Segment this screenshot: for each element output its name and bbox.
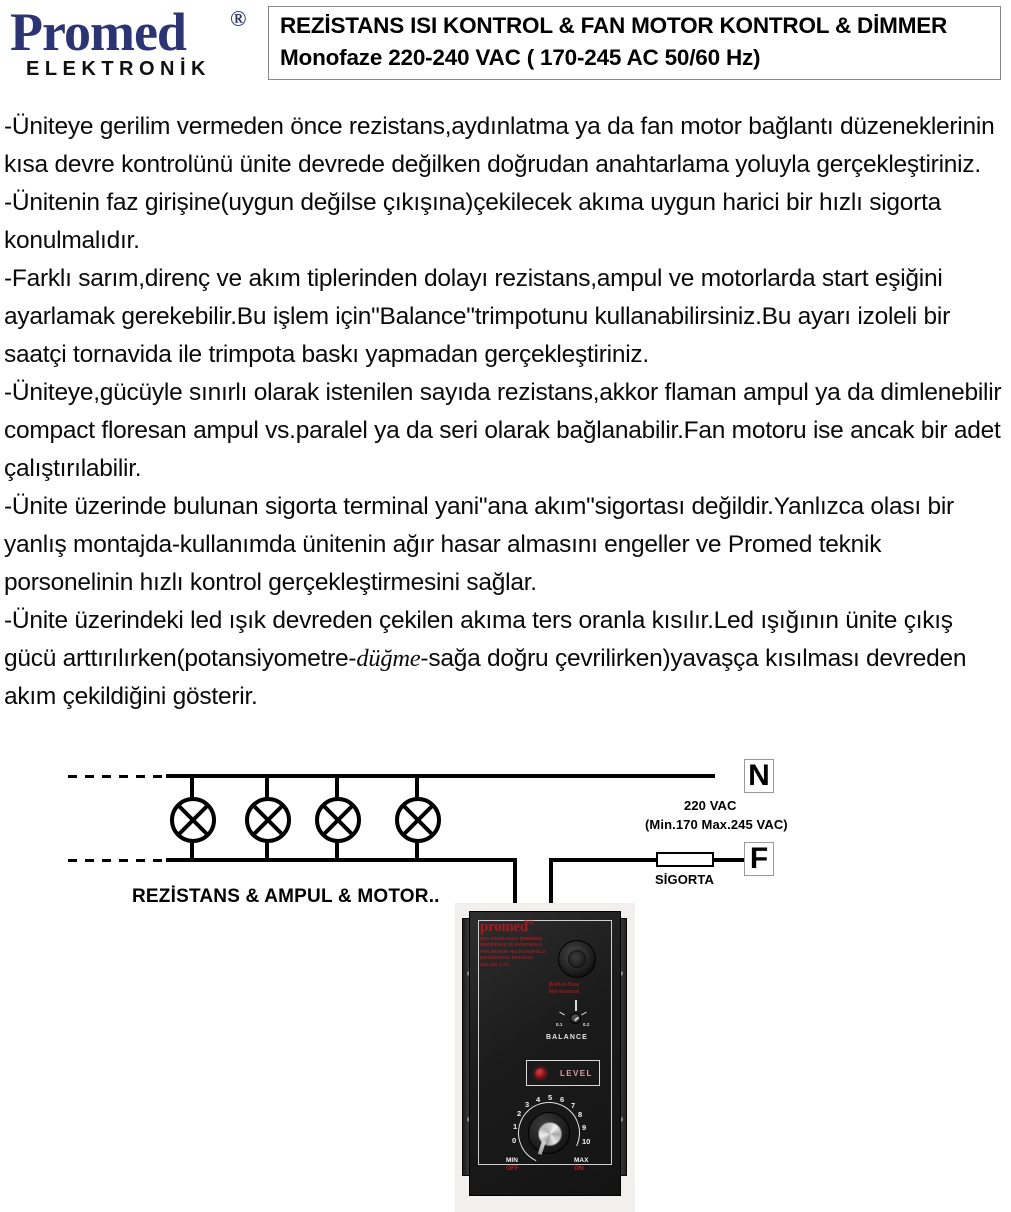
device-spec-line: IŞIK AYARLAYICI (DİMMER) [480, 936, 543, 941]
device-brand-text: promed [480, 919, 528, 935]
terminal-phase: F [744, 842, 774, 876]
trimpot-mark-left: 0.1 [556, 1022, 563, 1027]
device-input-wire [549, 858, 553, 906]
paragraph: -Ünite üzerinde bulunan sigorta terminal yani"ana akım"sigortası değildir.Yanlızca olası bir yanlış montajda-kullanımda ünitenin ağır hasar almasını engeller ve Promed teknik porsonelinin hızlı kontrol gerçekleştirmesini sağlar. [4, 493, 954, 596]
min-off-label [506, 1157, 519, 1173]
device-spec-block [480, 936, 546, 968]
lamp-lead-bottom [190, 842, 194, 862]
device-body [469, 911, 621, 1196]
paragraph-part-2: -sağa doğru çevrilirken)yavaşça kısılması devreden akım çekildiğini gösterir. [4, 645, 967, 710]
max-label-top: MAX [574, 1157, 589, 1164]
fuse-holder-cap[interactable] [558, 940, 596, 978]
scale-number: 6 [560, 1095, 565, 1104]
phase-rail [549, 858, 656, 862]
level-indicator-box [526, 1060, 600, 1086]
promed-logo [8, 4, 266, 84]
device-output-wire [513, 858, 517, 906]
title-box [268, 6, 1001, 80]
phase-rail-dashed-stub [68, 859, 166, 862]
lamp-lead-bottom [335, 842, 339, 862]
lamp-lead-top [265, 774, 269, 798]
paragraph: -Farklı sarım,direnç ve akım tiplerinden dolayı rezistans,ampul ve motorlarda start eşiğini ayarlamak gerekebilir.Bu işlem için"Balance"trimpotunu kullanabilirsiniz.Bu ayarı izoleli bir saatçi tornavida ile trimpota baskı yapmadan gerçekleştiriniz. [4, 265, 950, 368]
device-spec-line: (Redüktörsüz Motorlar) [480, 955, 533, 961]
fuse-label: SİGORTA [655, 872, 714, 887]
device-photo [455, 903, 635, 1212]
emphasis-dugme: düğme [356, 645, 421, 672]
load-group-label: REZİSTANS & AMPUL & MOTOR.. [132, 886, 440, 907]
fuse-symbol [656, 852, 714, 867]
lamp-lead-top [335, 774, 339, 798]
paragraph: -Üniteye gerilim vermeden önce rezistans,aydınlatma ya da fan motor bağlantı düzeneklerinin kısa devre kontrolünü ünite devrede değilken doğrudan anahtarlama yoluyla gerçekleştiriniz. [4, 113, 995, 178]
fuse-holder-note [549, 982, 579, 996]
max-on-label [574, 1157, 588, 1173]
scale-number: 9 [582, 1123, 587, 1132]
lamp-symbol [395, 797, 441, 843]
trimpot-index-mark [575, 1000, 577, 1011]
registered-trademark-icon: ® [230, 6, 247, 31]
logo-subtitle: ELEKTRONİK [26, 58, 211, 80]
device-registered-icon: ® [527, 918, 534, 927]
lamp-symbol [245, 797, 291, 843]
scale-number: 5 [548, 1093, 553, 1102]
voltage-label-line-1: 220 VAC [684, 798, 737, 813]
paragraph: -Üniteye,gücüyle sınırlı olarak istenilen sayıda rezistans,akkor flaman ampul ya da dimlenebilir compact floresan ampul vs.paralel ya da seri olarak bağlanabilir.Fan motoru ise ancak bir adet çalıştırılabilir. [4, 379, 1002, 482]
neutral-rail [166, 774, 715, 778]
level-control-knob[interactable] [528, 1112, 570, 1154]
lamp-lead-top [190, 774, 194, 798]
instructions-text [4, 108, 1008, 716]
lamp-symbol [170, 797, 216, 843]
lamp-lead-bottom [415, 842, 419, 862]
scale-number: 8 [578, 1110, 583, 1119]
knob-pointer-icon [538, 1140, 546, 1155]
title-line-2: Monofaze 220-240 VAC ( 170-245 AC 50/60 Hz) [280, 45, 761, 70]
scale-number: 2 [517, 1109, 522, 1118]
lamp-lead-top [415, 774, 419, 798]
scale-number: 1 [513, 1122, 518, 1131]
fuse-to-terminal-wire [714, 858, 746, 862]
min-label-top: MIN [506, 1157, 518, 1164]
min-label-bottom: OFF [506, 1165, 519, 1172]
scale-number: 3 [525, 1100, 530, 1109]
device-spec-line: 220-240 V.AC [480, 961, 510, 967]
scale-number: 10 [582, 1137, 591, 1146]
fuse-note-line-1: Built-in fuse [549, 982, 579, 988]
balance-trimpot[interactable] [570, 1013, 581, 1024]
paragraph-led-note [4, 602, 1008, 716]
level-led-icon [535, 1068, 546, 1079]
max-label-bottom: ON [574, 1165, 584, 1172]
device-brand-logo [480, 918, 534, 936]
balance-label: BALANCE [546, 1034, 588, 1041]
terminal-neutral: N [744, 759, 774, 793]
paragraph-part-1: -Ünite üzerindeki led ışık devreden çekilen akıma ters oranla kısılır.Led ışığının ünite çıkış gücü arttırılırken(potansiyometre- [4, 607, 953, 672]
trimpot-mark-right: 0.2 [583, 1022, 590, 1027]
fuse-note-line-2: Not terminal [549, 989, 580, 995]
level-label: LEVEL [560, 1069, 593, 1078]
scale-number: 4 [536, 1095, 541, 1104]
neutral-rail-dashed-stub [68, 775, 166, 778]
lamp-lead-bottom [265, 842, 269, 862]
logo-wordmark: Promed [10, 2, 186, 62]
scale-number: 0 [512, 1136, 517, 1145]
document-header [0, 0, 1011, 92]
load-return-rail [166, 858, 517, 862]
title-line-1: REZİSTANS ISI KONTROL & FAN MOTOR KONTROL & DİMMER [280, 13, 948, 38]
lamp-symbol [315, 797, 361, 843]
device-spec-line: REZİSTANS ISI KONTROLÜ [480, 942, 543, 948]
scale-number: 7 [571, 1101, 576, 1110]
device-spec-line: FAN MOTOR HIZ KONTROLÜ [480, 948, 546, 954]
paragraph: -Ünitenin faz girişine(uygun değilse çıkışına)çekilecek akıma uygun harici bir hızlı sigorta konulmalıdır. [4, 189, 942, 254]
voltage-label-line-2: (Min.170 Max.245 VAC) [645, 817, 788, 832]
